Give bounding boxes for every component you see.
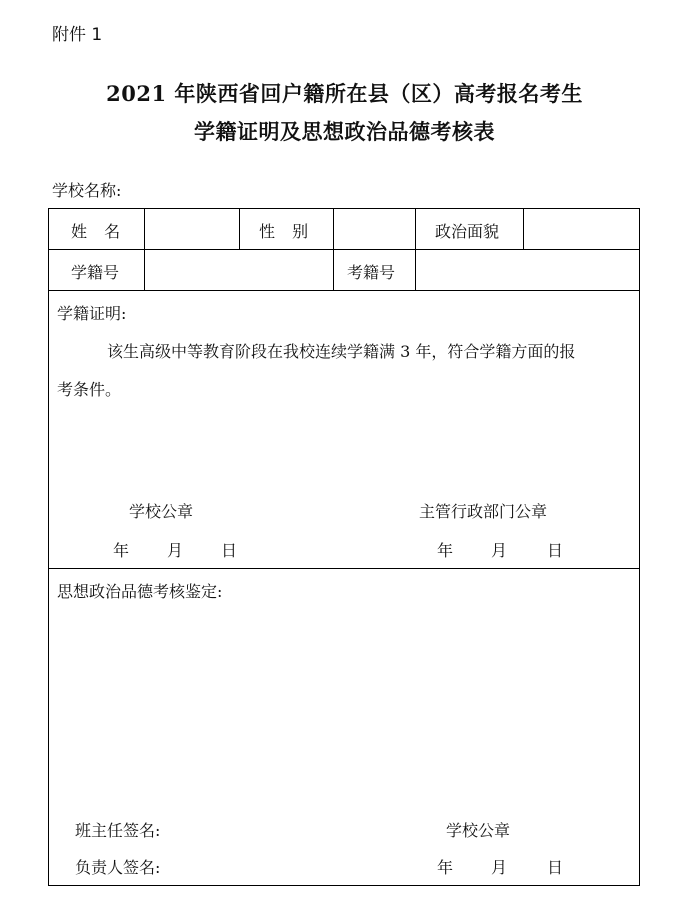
column-divider: [239, 209, 240, 249]
column-divider: [333, 249, 334, 290]
student-id-field[interactable]: [147, 253, 330, 287]
column-divider: [144, 249, 145, 290]
responsible-person-signature-label: 负责人签名:: [75, 858, 161, 877]
page-title-line1: 2021 年陕西省回户籍所在县（区）高考报名考生: [106, 81, 583, 106]
date-day: 日: [547, 541, 564, 560]
date-month: 月: [491, 858, 508, 877]
school-name-label: 学校名称:: [52, 181, 122, 200]
date-month: 月: [491, 541, 508, 560]
assessment-heading: 思想政治品德考核鉴定:: [57, 582, 223, 601]
head-teacher-signature-label: 班主任签名:: [75, 821, 161, 840]
page-title-line2: 学籍证明及思想政治品德考核表: [194, 119, 495, 144]
name-field[interactable]: [147, 212, 236, 246]
column-divider: [523, 209, 524, 249]
exam-id-field[interactable]: [418, 253, 636, 287]
column-divider: [415, 209, 416, 249]
date-day: 日: [547, 858, 564, 877]
date-year: 年: [113, 541, 130, 560]
column-divider: [333, 209, 334, 249]
name-label: 姓 名: [71, 222, 121, 241]
column-divider: [415, 249, 416, 290]
row-divider: [49, 290, 639, 291]
political-status-field[interactable]: [526, 212, 636, 246]
exam-id-label: 考籍号: [347, 263, 396, 282]
date-year: 年: [437, 858, 454, 877]
school-seal-label: 学校公章: [446, 821, 511, 840]
assessment-comment-area[interactable]: [57, 607, 631, 797]
date-year: 年: [437, 541, 454, 560]
assessment-form-table: [48, 208, 640, 886]
enrollment-statement-line1: 该生高级中等教育阶段在我校连续学籍满 3 年，符合学籍方面的报: [107, 342, 576, 361]
student-id-label: 学籍号: [71, 263, 120, 282]
enrollment-statement-line2: 考条件。: [57, 380, 122, 399]
column-divider: [144, 209, 145, 249]
gender-field[interactable]: [336, 212, 412, 246]
school-seal-label: 学校公章: [129, 502, 194, 521]
section-divider: [49, 568, 639, 569]
annex-label: 附件 1: [52, 25, 103, 45]
row-divider: [49, 249, 639, 250]
political-status-label: 政治面貌: [435, 222, 500, 241]
date-day: 日: [221, 541, 238, 560]
gender-label: 性 别: [259, 222, 309, 241]
department-seal-label: 主管行政部门公章: [419, 502, 548, 521]
enrollment-heading: 学籍证明:: [57, 304, 127, 323]
date-month: 月: [167, 541, 184, 560]
